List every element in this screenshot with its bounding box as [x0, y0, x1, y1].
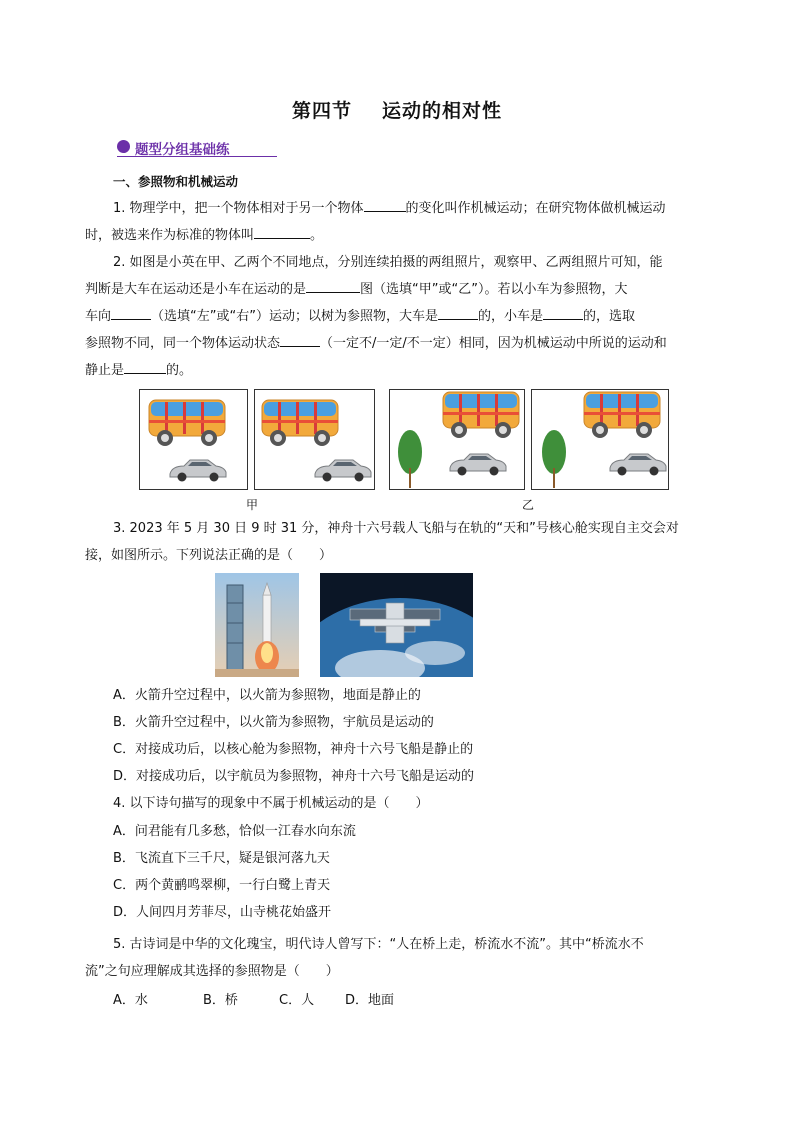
bus-and-car-scene — [255, 390, 374, 489]
answer-blank[interactable] — [254, 226, 310, 239]
answer-blank[interactable] — [364, 199, 406, 212]
page-title — [0, 96, 794, 123]
q5-option-a[interactable]: A．水 — [113, 993, 148, 1008]
answer-blank[interactable] — [111, 307, 151, 320]
purple-dot-icon — [117, 140, 130, 153]
tree-bus-car-scene — [390, 390, 524, 489]
rocket-launch-photo — [215, 573, 299, 677]
answer-blank[interactable] — [543, 307, 583, 320]
question-1: 1. 物理学中，把一个物体相对于另一个物体 的变化叫作机械运动；在研究物体做机械运动 时，被选来作为标准的物体叫 。 — [85, 201, 666, 243]
q4-option-b[interactable]: B．飞流直下三千尺，疑是银河落九天 — [113, 851, 330, 866]
answer-blank[interactable] — [306, 280, 360, 293]
question-4-stem: 4. 以下诗句描写的现象中不属于机械运动的是（ ） — [113, 796, 429, 811]
q4-option-c[interactable]: C．两个黄鹂鸣翠柳，一行白鹭上青天 — [113, 878, 331, 893]
figure-caption-jia: 甲 — [246, 498, 259, 512]
q5-option-c[interactable]: C．人 — [279, 993, 315, 1008]
q3-option-d[interactable]: D．对接成功后，以宇航员为参照物，神舟十六号飞船是运动的 — [113, 769, 475, 784]
q4-option-a[interactable]: A．问君能有几多愁，恰似一江春水向东流 — [113, 824, 356, 839]
title-section-name: 运动的相对性 — [382, 100, 503, 122]
bus-and-car-scene — [140, 390, 247, 489]
q5-option-d[interactable]: D．地面 — [345, 993, 395, 1008]
q4-option-d[interactable]: D．人间四月芳菲尽，山寺桃花始盛开 — [113, 905, 332, 920]
q3-option-c[interactable]: C．对接成功后，以核心舱为参照物，神舟十六号飞船是静止的 — [113, 742, 474, 757]
section-tag-label: 题型分组基础练 — [135, 142, 230, 158]
figure-caption-yi: 乙 — [522, 498, 535, 512]
figure-jia-frame-2 — [254, 389, 375, 490]
q3-option-b[interactable]: B．火箭升空过程中，以火箭为参照物，宇航员是运动的 — [113, 715, 434, 730]
answer-blank[interactable] — [124, 361, 166, 374]
tree-bus-car-scene — [532, 390, 668, 489]
q3-option-a[interactable]: A．火箭升空过程中，以火箭为参照物，地面是静止的 — [113, 688, 421, 703]
figure-yi-frame-1 — [389, 389, 525, 490]
title-section-number: 第四节 — [291, 100, 352, 122]
question-2: 2. 如图是小英在甲、乙两个不同地点，分别连续拍摄的两组照片，观察甲、乙两组照片可知，能 判断是大车在运动还是小车在运动的是 图（选填“甲”或“乙”）。若以小车为参照物，大 车向 （选填“左”或“右”）运动；以树为参照物，大车是 的，小车是 的，选取 参照物不同，同一个物体运动状态 （一定不/一定/不一定）相同，因为机械运动中所说的运动和 静止是 的。 — [85, 255, 667, 378]
q5-option-b[interactable]: B．桥 — [203, 993, 238, 1008]
section-tag — [117, 138, 277, 157]
question-3: 3. 2023 年 5 月 30 日 9 时 31 分，神舟十六号载人飞船与在轨的“天和”号核心舱实现自主交会对 接，如图所示。下列说法正确的是（ ） — [85, 521, 679, 563]
question-5: 5. 古诗词是中华的文化瑰宝，明代诗人曾写下：“人在桥上走，桥流水不流”。其中“桥流水不 流”之句应理解成其选择的参照物是（ ） — [85, 937, 644, 979]
answer-blank[interactable] — [438, 307, 478, 320]
answer-blank[interactable] — [280, 334, 320, 347]
space-station-photo — [320, 573, 473, 677]
figure-yi-frame-2 — [531, 389, 669, 490]
figure-jia-frame-1 — [139, 389, 248, 490]
heading-reference-objects: 一、参照物和机械运动 — [113, 174, 239, 189]
q5-options — [113, 989, 394, 1008]
